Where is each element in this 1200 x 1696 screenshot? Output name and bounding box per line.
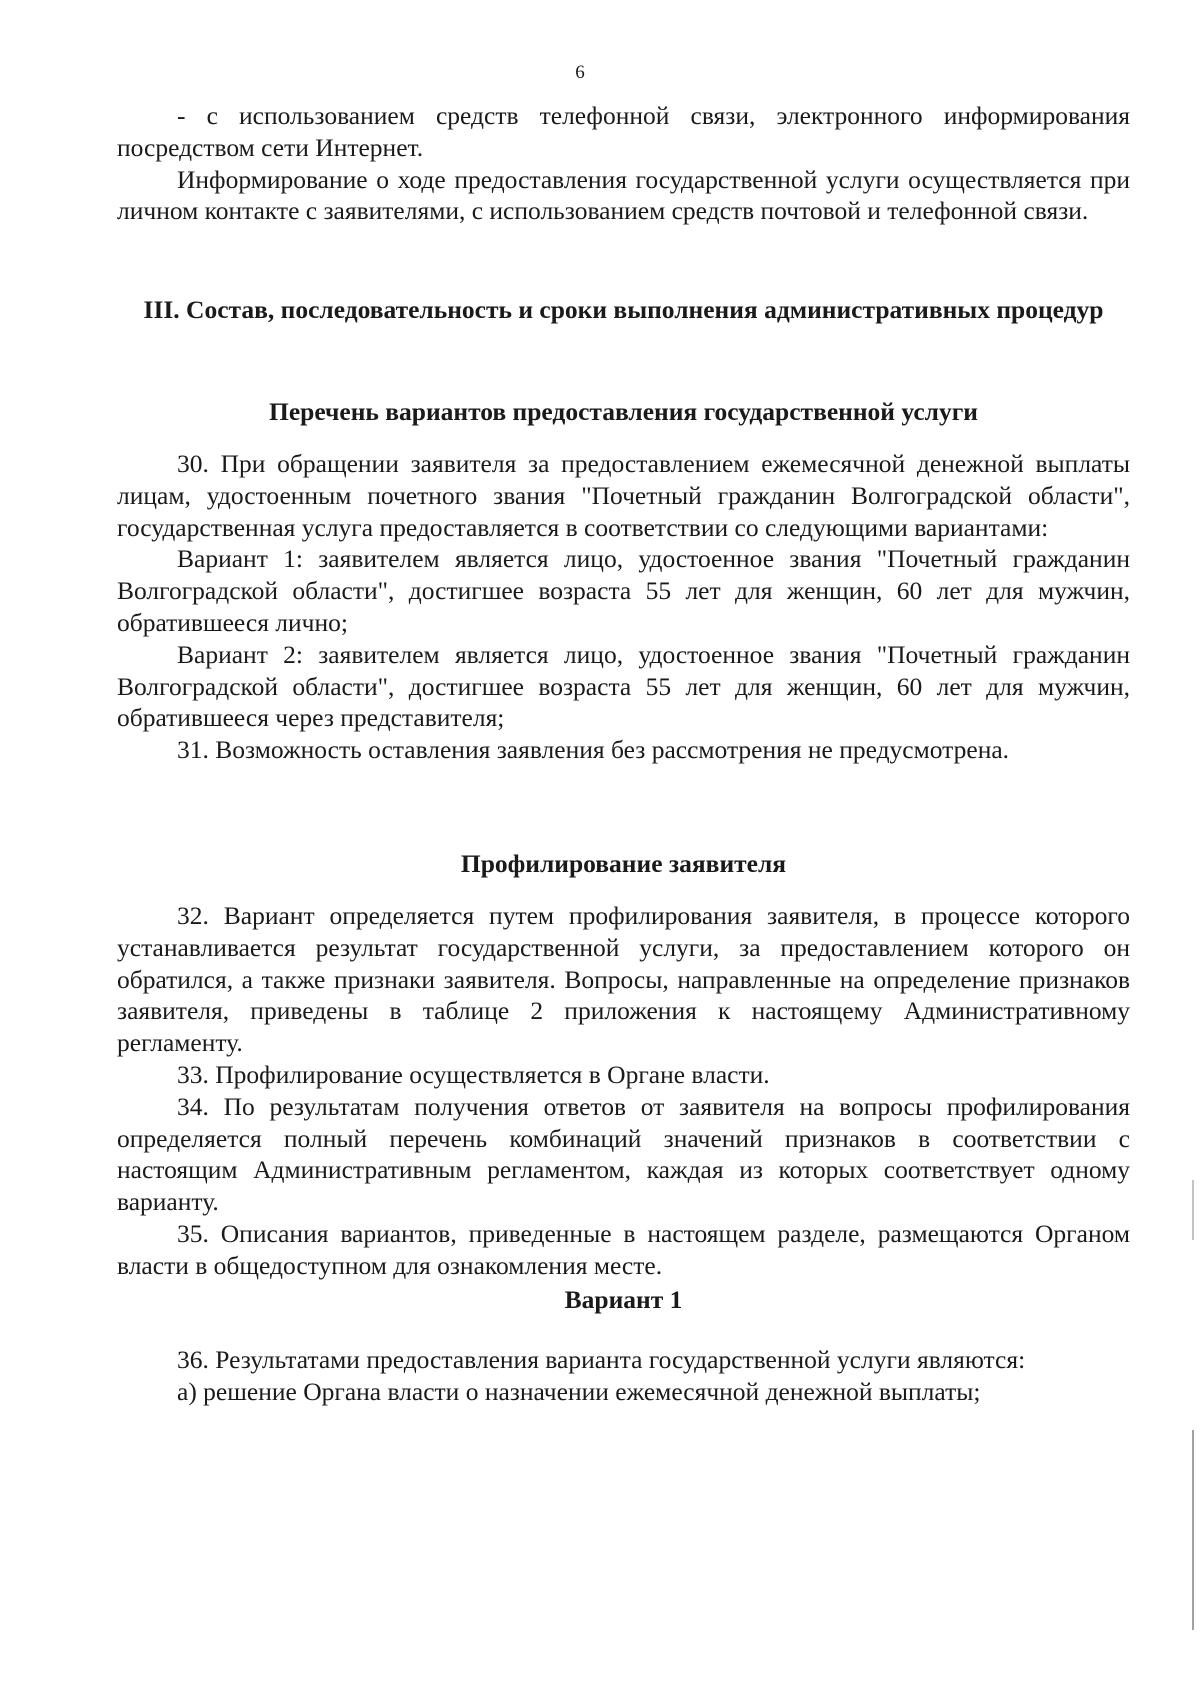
- intro-paragraphs: [117, 100, 1130, 227]
- paragraph-36: 36. Результатами предоставления варианта государственной услуги являются:: [177, 1345, 1026, 1374]
- scan-edge-mark: [1192, 1180, 1194, 1240]
- paragraph-36a: а) решение Органа власти о назначении ежемесячной денежной выплаты;: [177, 1376, 981, 1406]
- paragraph-33: 33. Профилирование осуществляется в Органе власти.: [177, 1059, 770, 1089]
- subheading-profiling: Профилирование заявителя: [460, 849, 787, 878]
- paragraph-variant-1: Вариант 1: заявителем является лицо, удостоенное звания "Почетный гражданин Волгоградской области", достигшее возраста 55 лет для женщин, 60 лет для мужчин, обратившееся лично;: [117, 544, 1130, 637]
- page-number: 6: [575, 62, 585, 83]
- scan-edge-mark: [1192, 1430, 1194, 1630]
- section-title: III. Состав, последовательность и сроки выполнения административных процедур: [143, 295, 1104, 324]
- paragraph-35: 35. Описания вариантов, приведенные в настоящем разделе, размещаются Органом власти в общедоступном для ознакомления месте.: [117, 1218, 1130, 1280]
- profiling-paragraphs: [117, 900, 1130, 1282]
- paragraph: - с использованием средств телефонной связи, электронного информирования посредством сети Интернет.: [117, 101, 1130, 162]
- paragraph-32: 32. Вариант определяется путем профилирования заявителя, в процессе которого устанавливается результат государственной услуги, за предоставлением которого он обратился, а также признаки заявителя. Вопросы, направленные на определение признаков заявителя, приведены в таблице 2 приложения к настоящему Административному регламенту.: [117, 901, 1130, 1058]
- paragraph-34: 34. По результатам получения ответов от заявителя на вопросы профилирования определяется полный перечень комбинаций значений признаков в соответствии с настоящим Административным регламентом, каждая из которых соответствует одному варианту.: [117, 1091, 1130, 1217]
- subheading-variants-list: Перечень вариантов предоставления государственной услуги: [269, 397, 978, 426]
- paragraph: Информирование о ходе предоставления государственной услуги осуществляется при личном контакте с заявителями, с использованием средств почтовой и телефонной связи.: [117, 164, 1130, 226]
- paragraph-31: 31. Возможность оставления заявления без рассмотрения не предусмотрена.: [177, 735, 1010, 765]
- paragraph-variant-2: Вариант 2: заявителем является лицо, удостоенное звания "Почетный гражданин Волгоградской области", достигшее возраста 55 лет для женщин, 60 лет для мужчин, обратившееся через представителя;: [117, 639, 1130, 733]
- subheading-variant-1: Вариант 1: [564, 1285, 683, 1314]
- variant-1-paragraphs: [117, 1344, 1130, 1408]
- variants-paragraphs: [117, 448, 1130, 766]
- paragraph-30: 30. При обращении заявителя за предоставлением ежемесячной денежной выплаты лицам, удостоенным почетного звания "Почетный гражданин Волгоградской области", государственная услуга предоставляется в соответствии со следующими вариантами:: [117, 449, 1130, 542]
